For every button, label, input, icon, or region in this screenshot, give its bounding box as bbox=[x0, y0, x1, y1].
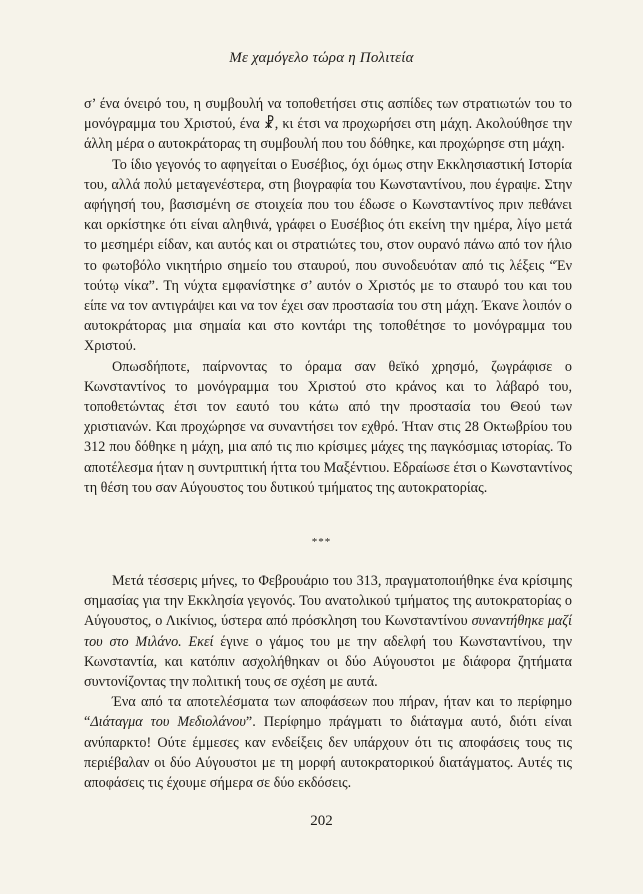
chi-rho-symbol: ☧ bbox=[263, 116, 275, 133]
paragraph-eusebius: Το ίδιο γεγονός το αφηγείται ο Ευσέβιος, όχι όμως στην Εκκλησιαστική Ιστορία του, αλλά πολύ μεταγενέστερα, στη βιογραφία του Κωνσταντίνου, που έγραψε. Στην αφήγησή του, βασισμένη σε στοιχεία που του έδωσε ο Κωνσταντίνος πριν πεθάνει και ορκίστηκε ότι είναι αληθινά, γράφει ο Ευσέβιος ότι εκείνη την ημέρα, λίγο μετά το μεσημέρι είδαν, και αυτός και οι στρατιώτες του, στον ουρανό πάνω από τον ήλιο το φωτοβόλο νικητήριο σημείο του σταυρού, που συνοδευόταν από τις λέξεις “Έν τούτῳ νίκα”. Τη νύχτα εμφανίστηκε σ’ αυτόν ο Χριστός με το σταυρό του και του είπε να τον αντιγράψει και να τον έχει σαν προστασία του στη μάχη. Έκανε λοιπόν ο αυτοκράτορας μια σημαία και στο κοντάρι της τοποθέτησε το μονόγραμμα του Χριστού. bbox=[84, 156, 572, 355]
paragraph-continuation bbox=[84, 94, 572, 155]
paragraph-text: Ένα από τα αποτελέσματα των αποφάσεων που πήραν, ήταν και το περίφημο “ bbox=[84, 694, 572, 731]
paragraph-edict bbox=[84, 692, 572, 793]
page-number: 202 bbox=[310, 813, 333, 829]
paragraph-text: έγινε ο γάμος του με την αδελφή του Κωνσταντίνου, την Κωνσταντία, και κατόπιν ασχολήθηκαν οι δύο Αύγουστοι με διάφορα ζητήματα συντονίζοντας την πολιτική τους σε σχέση με αυτά. bbox=[84, 633, 572, 691]
section-separator: *** bbox=[311, 536, 332, 548]
edict-title: Διάταγμα του Μεδιολάνου bbox=[90, 714, 246, 731]
paragraph-text: σ’ ένα όνειρό του, η συμβουλή να τοποθετήσει στις ασπίδες των στρατιωτών του το μονόγραμμα του Χριστού, ένα bbox=[84, 96, 572, 133]
paragraph-text: ”. Περίφημο πράγματι το διάταγμα αυτό, διότι είναι ανύπαρκτο! Ούτε έμμεσες καν ενδείξεις δεν υπάρχουν ότι τις αποφάσεις τους τις περιέβαλαν οι δύο Αύγουστοι με τη μορφή αυτοκρατορικού διατάγματος. Αυτές τις αποφάσεις τις έχουμε σήμερα σε δύο εκδόσεις. bbox=[84, 714, 572, 792]
italic-text: συναντήθηκε μαζί του στο Μιλάνο. Εκεί bbox=[84, 613, 572, 650]
paragraph-text: , κι έτσι να προχωρήσει στη μάχη. Ακολούθησε την άλλη μέρα ο αυτοκράτορας τη συμβουλή που του δόθηκε, και προχώρησε στη μάχη. bbox=[84, 116, 572, 153]
paragraph-battle: Οπωσδήποτε, παίρνοντας το όραμα σαν θεϊκό χρησμό, ζωγράφισε ο Κωνσταντίνος το μονόγραμμα του Χριστού στο κράνος και το λάβαρό του, τοποθετώντας έτσι τον εαυτό του κάτω από την προστασία του Θεού των χριστιανών. Και προχώρησε να συναντήσει τον εχθρό. Ήταν στις 28 Οκτωβρίου του 312 που δόθηκε η μάχη, μια από τις πιο κρίσιμες μάχες της παγκόσμιας ιστορίας. Το αποτέλεσμα ήταν η συντριπτική ήττα του Μαξέντιου. Εδραίωσε έτσι ο Κωνσταντίνος τη θέση του σαν Αύγουστος του δυτικού τμήματος της αυτοκρατορίας. bbox=[84, 358, 572, 496]
main-text-section-2 bbox=[84, 571, 572, 793]
running-header: Με χαμόγελο τώρα η Πολιτεία bbox=[229, 50, 414, 66]
main-text-section-1 bbox=[84, 94, 572, 498]
paragraph-milan-meeting bbox=[84, 571, 572, 692]
paragraph-text: Μετά τέσσερις μήνες, το Φεβρουάριο του 313, πραγματοποιήθηκε ένα κρίσιμης σημασίας για την Εκκλησία γεγονός. Του ανατολικού τμήματος της αυτοκρατορίας ο Αύγουστος, ο Λικίνιος, ύστερα από πρόσκληση του Κωνσταντίνου bbox=[84, 573, 572, 630]
